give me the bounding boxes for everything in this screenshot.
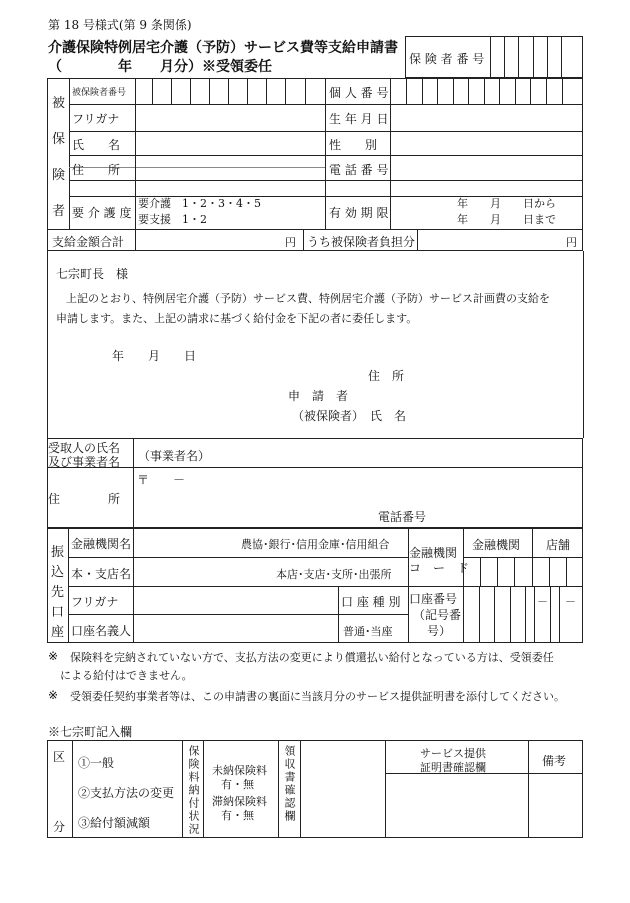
unpaid-premium-value: 有・無 — [221, 778, 254, 791]
category-label-top: 区 — [53, 750, 66, 764]
declaration-line-1: 上記のとおり、特例居宅介護（予防）サービス費、特例居宅介護（予防）サービス計画費の支給を — [66, 292, 550, 305]
form-title-period: （ 年 月分）※受領委任 — [48, 59, 272, 75]
yen-unit-1: 円 — [285, 236, 296, 249]
bank-side-2: 込 — [51, 565, 65, 580]
application-date: 年 月 日 — [112, 349, 197, 363]
receiver-section — [47, 438, 583, 528]
branch-code-header: 店舗 — [546, 538, 571, 552]
care-level-options-2: 要支援 1・2 — [138, 213, 207, 226]
service-cert-label-2: 証明書確認欄 — [420, 761, 486, 774]
form-title: 介護保険特例居宅介護（予防）サービス費等支給申請書 — [48, 40, 398, 56]
burden-label: うち被保険者負担分 — [307, 235, 416, 249]
bank-side-5: 座 — [51, 625, 65, 640]
remarks-label: 備考 — [542, 754, 567, 768]
insurer-number-label: 保 険 者 番 号 — [409, 52, 485, 66]
addressee: 七宗町長 様 — [56, 267, 129, 281]
postal-code-label: 〒 － — [137, 473, 186, 487]
name-label: 氏 名 — [72, 138, 121, 152]
bank-code-label-2: コ ー ド — [409, 561, 470, 575]
account-number-label-2: （記号番 — [413, 608, 462, 622]
account-dash-1: － — [537, 595, 548, 608]
account-dash-2: － — [565, 595, 576, 608]
bank-side-3: 先 — [51, 585, 65, 600]
account-number-label-3: 号） — [427, 624, 452, 638]
category-option-1: ①一般 — [78, 756, 115, 770]
insured-side-2: 保 — [52, 132, 66, 147]
address-label: 住 所 — [72, 163, 121, 177]
applicant-label: 申 請 者 — [288, 389, 349, 403]
receipt-check-label: 領収書確認欄 — [283, 745, 296, 823]
applicant-name-label: （被保険者） 氏 名 — [292, 409, 407, 423]
note-1-line-1: 保険料を完納されていない方で、支払方法の変更により償還払い給付となっている方は、受領委任 — [70, 651, 554, 664]
birth-date-label: 生 年 月 日 — [329, 112, 389, 126]
business-name-label: （事業者名） — [138, 449, 211, 463]
care-level-label: 要 介 護 度 — [72, 206, 132, 220]
receiver-phone-label: 電話番号 — [378, 510, 427, 524]
branch-label: 本・支店名 — [71, 567, 132, 581]
premium-status-label: 保険料納付状況 — [187, 745, 200, 836]
validity-from: 年 月 日から — [457, 197, 556, 210]
insured-side-1: 被 — [52, 96, 66, 111]
receiver-label-2: 及び事業者名 — [48, 455, 121, 469]
account-types: 普通･当座 — [343, 625, 393, 638]
note-1-line-2: による給付はできません。 — [60, 669, 193, 682]
validity-label: 有 効 期 限 — [329, 206, 389, 220]
form-number: 第 18 号様式(第 9 条関係) — [48, 18, 192, 32]
bank-side-1: 振 — [51, 545, 65, 560]
applicant-address-label: 住 所 — [368, 369, 405, 383]
late-premium-label: 滞納保険料 — [212, 795, 267, 808]
unpaid-premium-label: 未納保険料 — [212, 764, 267, 777]
payment-total-label: 支給金額合計 — [52, 235, 125, 249]
receiver-address-label: 住 所 — [48, 492, 121, 506]
insured-number-label: 被保険者番号 — [72, 88, 127, 98]
bank-code-header: 金融機関 — [472, 538, 521, 552]
bank-types: 農協･銀行･信用金庫･信用組合 — [241, 538, 390, 551]
note-mark-2: ※ — [48, 688, 59, 702]
yen-unit-2: 円 — [566, 236, 577, 249]
account-furigana-label: フリガナ — [71, 595, 119, 609]
bank-side-4: 口 — [51, 605, 65, 620]
insured-side-3: 険 — [52, 168, 66, 183]
sex-label: 性 別 — [329, 138, 378, 152]
note-mark-1: ※ — [48, 649, 59, 663]
account-number-label-1: 口座番号 — [409, 592, 458, 606]
category-label-bottom: 分 — [53, 820, 66, 834]
note-2: 受領委任契約事業者等は、この申請書の裏面に当該月分のサービス提供証明書を添付してください。 — [70, 690, 565, 703]
bank-code-label-1: 金融機関 — [409, 546, 458, 560]
personal-number-label: 個 人 番 号 — [329, 86, 389, 100]
validity-to: 年 月 日まで — [457, 213, 556, 226]
account-holder-label: 口座名義人 — [71, 624, 132, 638]
category-option-3: ③給付額減額 — [78, 816, 151, 830]
bank-name-label: 金融機関名 — [71, 537, 132, 551]
care-level-options-1: 要介護 1・2・3・4・5 — [138, 197, 261, 210]
account-type-label: 口 座 種 別 — [341, 595, 401, 609]
furigana-label: フリガナ — [72, 112, 120, 126]
declaration-line-2: 申請します。また、上記の請求に基づく給付金を下記の者に委任します。 — [56, 312, 418, 325]
receiver-label-1: 受取人の氏名 — [48, 441, 121, 455]
category-option-2: ②支払方法の変更 — [78, 786, 175, 800]
service-cert-label-1: サービス提供 — [420, 747, 486, 760]
phone-label: 電 話 番 号 — [329, 163, 389, 177]
insured-side-4: 者 — [52, 204, 66, 219]
late-premium-value: 有・無 — [221, 809, 254, 822]
branch-types: 本店･支店･支所･出張所 — [276, 568, 392, 581]
office-use-heading: ※七宗町記入欄 — [48, 725, 133, 739]
